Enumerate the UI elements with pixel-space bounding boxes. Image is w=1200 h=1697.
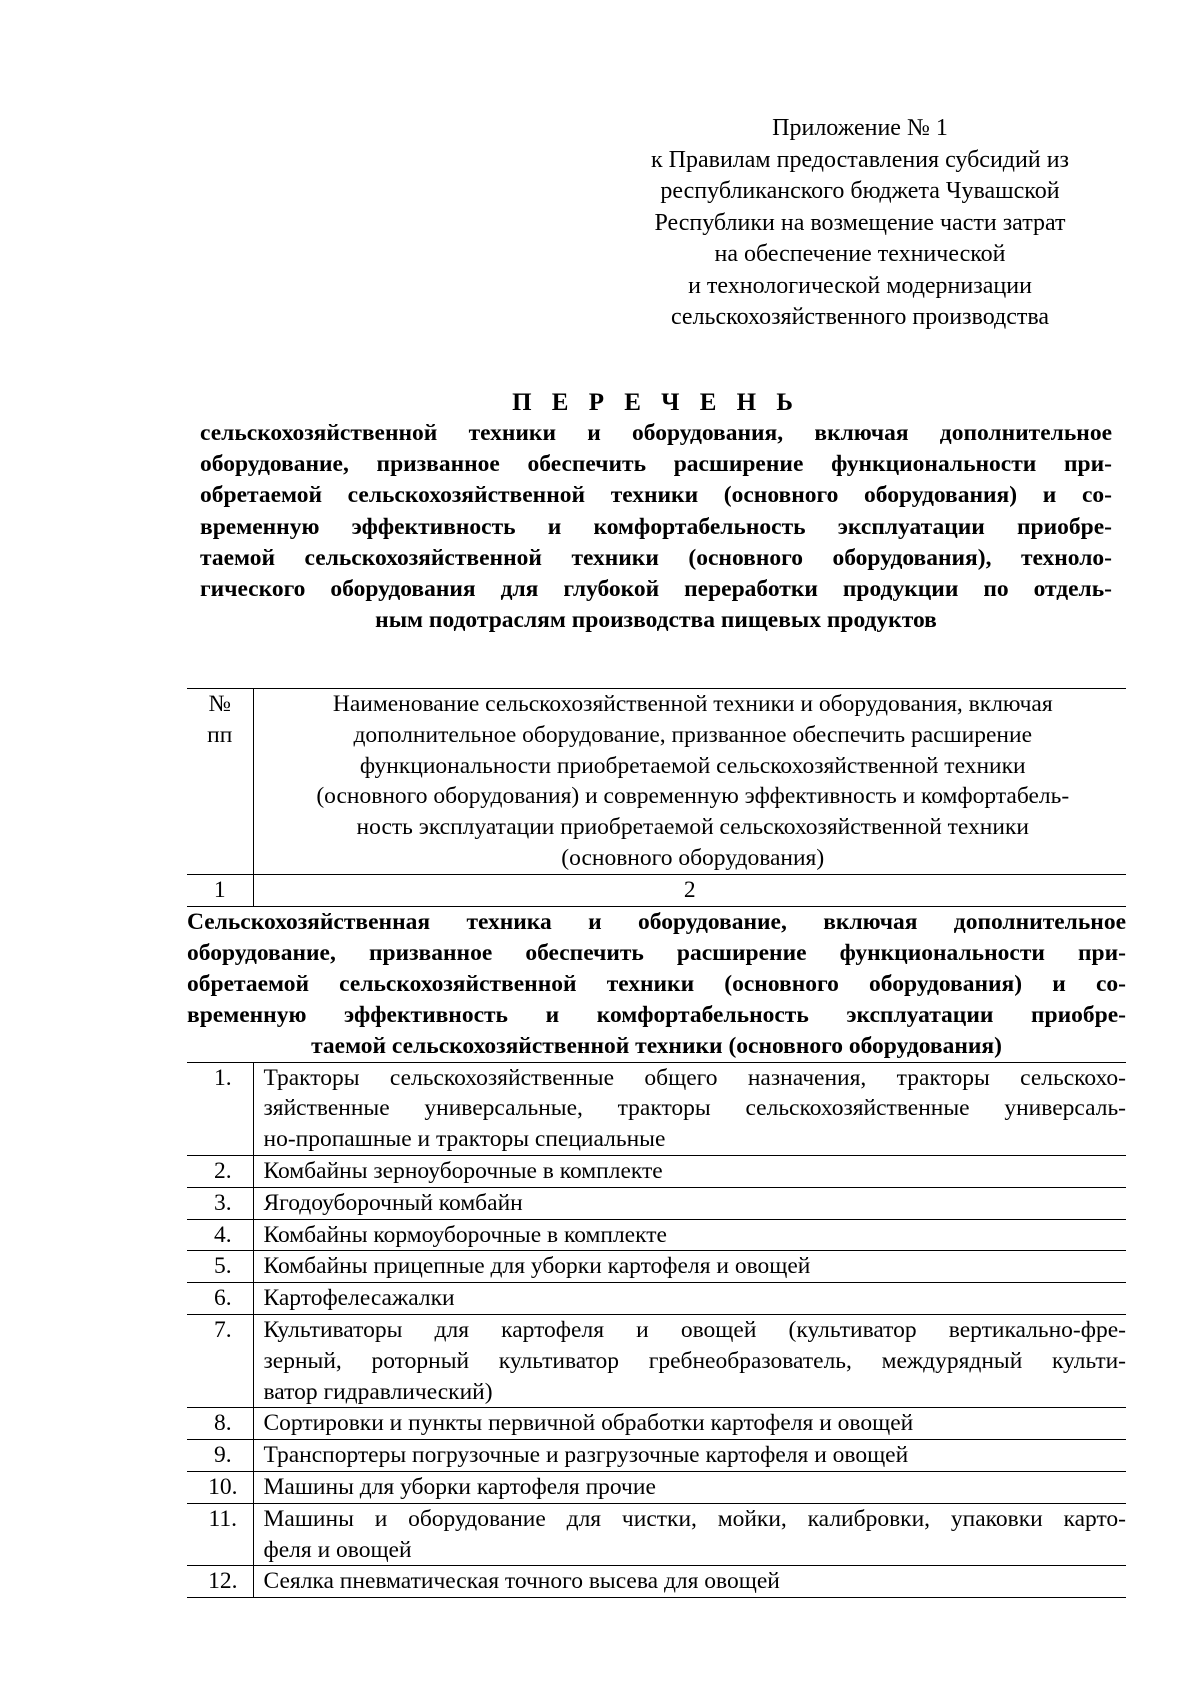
subtitle-line: оборудование, призванное обеспечить расширение функциональности при- bbox=[200, 451, 1112, 478]
row-name bbox=[253, 1566, 1126, 1598]
appendix-line: сельскохозяйственного производства bbox=[670, 304, 1050, 330]
row-number: 6. bbox=[187, 1283, 253, 1315]
subtitle-line: гического оборудования для глубокой переработки продукции по отдель- bbox=[200, 575, 1112, 602]
table-row bbox=[187, 1187, 1126, 1219]
subtitle-line: сельскохозяйственной техники и оборудования, включая дополнительное bbox=[200, 420, 1112, 446]
subtitle-line: ным подотраслям производства пищевых продуктов bbox=[375, 607, 937, 634]
row-name-line: ватор гидравлический) bbox=[263, 1378, 493, 1405]
appendix-note bbox=[620, 113, 1100, 334]
row-name bbox=[253, 1283, 1126, 1315]
row-name-line: зяйственные универсальные, тракторы сельскохозяйственные универсаль- bbox=[263, 1095, 1126, 1122]
row-name bbox=[253, 1219, 1126, 1251]
header-name-line: дополнительное оборудование, призванное обеспечить расширение bbox=[353, 721, 1033, 748]
appendix-line: к Правилам предоставления субсидий из bbox=[650, 146, 1070, 173]
row-name bbox=[253, 1408, 1126, 1440]
table-row bbox=[187, 1440, 1126, 1472]
row-name bbox=[253, 1503, 1126, 1566]
document-subtitle bbox=[200, 418, 1112, 636]
header-name-line: Наименование сельскохозяйственной техники и оборудования, включая bbox=[332, 691, 1053, 717]
table-row bbox=[187, 1314, 1126, 1407]
column-index-2: 2 bbox=[253, 874, 1126, 906]
section-line: оборудование, призванное обеспечить расширение функциональности при- bbox=[187, 939, 1126, 966]
section-line: таемой сельскохозяйственной техники (основного оборудования) bbox=[311, 1032, 1002, 1059]
row-name bbox=[253, 1155, 1126, 1187]
row-name-line: Машины и оборудование для чистки, мойки, калибровки, упаковки карто- bbox=[263, 1505, 1126, 1532]
row-number: 1. bbox=[187, 1062, 253, 1155]
section-line: обретаемой сельскохозяйственной техники (основного оборудования) и со- bbox=[187, 970, 1126, 997]
table-row bbox=[187, 1251, 1126, 1283]
row-name bbox=[253, 1314, 1126, 1407]
section-heading-row bbox=[187, 906, 1126, 1062]
row-number: 9. bbox=[187, 1440, 253, 1472]
header-number-line: пп bbox=[207, 721, 233, 748]
header-name-cell bbox=[253, 689, 1126, 875]
row-name-line: Комбайны прицепные для уборки картофеля и овощей bbox=[263, 1253, 811, 1280]
section-heading-cell bbox=[187, 906, 1126, 1062]
header-name-line: функциональности приобретаемой сельскохозяйственной техники bbox=[359, 752, 1026, 779]
row-name-line: Картофелесажалки bbox=[263, 1285, 455, 1312]
row-name-line: Комбайны кормоуборочные в комплекте bbox=[263, 1221, 667, 1248]
table-row bbox=[187, 1219, 1126, 1251]
row-name bbox=[253, 1440, 1126, 1472]
section-line: Сельскохозяйственная техника и оборудование, включая дополнительное bbox=[187, 908, 1126, 935]
row-number: 2. bbox=[187, 1155, 253, 1187]
appendix-line: Приложение № 1 bbox=[772, 115, 948, 141]
row-name-line: Культиваторы для картофеля и овощей (культиватор вертикально-фре- bbox=[263, 1316, 1126, 1343]
subtitle-line: обретаемой сельскохозяйственной техники (основного оборудования) и со- bbox=[200, 482, 1112, 509]
appendix-line: и технологической модернизации bbox=[688, 272, 1032, 299]
row-number: 4. bbox=[187, 1219, 253, 1251]
header-number-cell bbox=[187, 689, 253, 875]
table-row bbox=[187, 1155, 1126, 1187]
table-row bbox=[187, 1566, 1126, 1598]
column-index-row bbox=[187, 874, 1126, 906]
row-name-line: но-пропашные и тракторы специальные bbox=[263, 1126, 666, 1153]
table-row bbox=[187, 1408, 1126, 1440]
subtitle-line: временную эффективность и комфортабельность эксплуатации приобре- bbox=[200, 513, 1112, 540]
row-name-line: зерный, роторный культиватор гребнеобразователь, междурядный культи- bbox=[263, 1347, 1126, 1374]
row-number: 8. bbox=[187, 1408, 253, 1440]
table-row bbox=[187, 1283, 1126, 1315]
row-name-line: феля и овощей bbox=[263, 1536, 412, 1563]
header-name-line: ность эксплуатации приобретаемой сельскохозяйственной техники bbox=[356, 814, 1029, 841]
row-name-line: Транспортеры погрузочные и разгрузочные картофеля и овощей bbox=[263, 1442, 909, 1469]
document-heading: П Е Р Е Ч Е Н Ь bbox=[512, 389, 800, 416]
row-number: 11. bbox=[187, 1503, 253, 1566]
equipment-table bbox=[187, 688, 1126, 1598]
row-name-line: Сеялка пневматическая точного высева для овощей bbox=[263, 1568, 780, 1595]
header-name-line: (основного оборудования) bbox=[561, 844, 825, 871]
row-number: 7. bbox=[187, 1314, 253, 1407]
section-line: временную эффективность и комфортабельность эксплуатации приобре- bbox=[187, 1001, 1126, 1028]
row-name-line: Сортировки и пункты первичной обработки картофеля и овощей bbox=[263, 1410, 914, 1437]
appendix-line: Республики на возмещение части затрат bbox=[654, 209, 1066, 236]
table-row bbox=[187, 1471, 1126, 1503]
row-number: 10. bbox=[187, 1471, 253, 1503]
header-number-line: № bbox=[208, 691, 231, 717]
subtitle-line: таемой сельскохозяйственной техники (основного оборудования), техноло- bbox=[200, 544, 1112, 571]
row-name-line: Ягодоуборочный комбайн bbox=[263, 1189, 523, 1216]
row-number: 12. bbox=[187, 1566, 253, 1598]
row-name-line: Комбайны зерноуборочные в комплекте bbox=[263, 1157, 663, 1184]
row-number: 3. bbox=[187, 1187, 253, 1219]
table-row bbox=[187, 1503, 1126, 1566]
row-name bbox=[253, 1187, 1126, 1219]
header-name-line: (основного оборудования) и современную эффективность и комфортабель- bbox=[316, 783, 1070, 810]
column-index-1: 1 bbox=[187, 874, 253, 906]
appendix-line: на обеспечение технической bbox=[714, 241, 1006, 267]
row-name bbox=[253, 1251, 1126, 1283]
row-name-line: Машины для уборки картофеля прочие bbox=[263, 1473, 656, 1500]
table-row bbox=[187, 1062, 1126, 1155]
appendix-line: республиканского бюджета Чувашской bbox=[660, 178, 1060, 204]
row-name bbox=[253, 1471, 1126, 1503]
row-name-line: Тракторы сельскохозяйственные общего назначения, тракторы сельскохо- bbox=[263, 1064, 1126, 1091]
row-number: 5. bbox=[187, 1251, 253, 1283]
table-header-row bbox=[187, 689, 1126, 875]
row-name bbox=[253, 1062, 1126, 1155]
